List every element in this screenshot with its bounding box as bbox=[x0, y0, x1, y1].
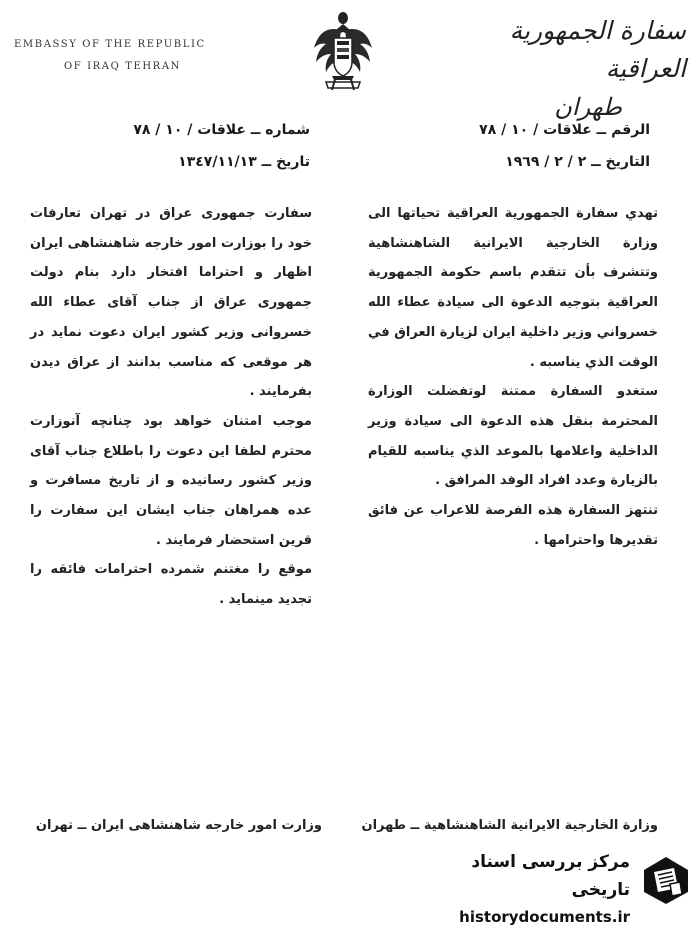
arabic-paragraph-1: تهدي سفارة الجمهورية العراقية تحياتها الى وزارة الخارجية الايرانية الشاهنشاهية وتتشرف بأن تتقدم باسم حكومة الجمهورية العراقية بتوجيه الدعوة الى سيادة عطاء الله خسرواني وزير داخلية ايران لزيارة العراق في الوقت الذي يناسبه . bbox=[368, 206, 658, 370]
watermark-title: مرکز بررسی اسناد تاریخی bbox=[471, 852, 630, 900]
arabic-letter-body bbox=[368, 199, 658, 555]
arabic-paragraph-2: ستغدو السفارة ممتنة لوتفضلت الوزارة المحترمة بنقل هذه الدعوة الى سيادة وزير الداخلية واعلامها بالموعد الذي يناسبه للقيام بالزيارة وعدد افراد الوفد المرافق . bbox=[368, 384, 658, 489]
arabic-reference-date: التاريخ ــ ٢ / ٢ / ١٩٦٩ bbox=[505, 154, 650, 170]
letterhead-english-line2: OF IRAQ TEHRAN bbox=[64, 61, 181, 72]
eagle-emblem-icon bbox=[312, 8, 374, 94]
persian-paragraph-2: موجب امتنان خواهد بود چنانچه آنوزارت محترم لطفا این دعوت را باطلاع جناب آقای وزیر کشور رسانیده و از تاریخ مسافرت و عده همراهان جناب ایشان این سفارت را قرین استحضار فرمایند . bbox=[30, 413, 312, 548]
persian-paragraph-3: موقع را مغتنم شمرده احترامات فائقه را تجدید مینماید . bbox=[30, 562, 312, 608]
persian-letter-body bbox=[30, 199, 312, 615]
archive-logo-icon bbox=[640, 854, 692, 906]
letterhead-english bbox=[14, 34, 254, 78]
persian-reference-number: شماره ــ علاقات / ١٠ / ٧٨ bbox=[133, 122, 310, 138]
letterhead-english-line1: EMBASSY OF THE REPUBLIC bbox=[14, 39, 206, 50]
archive-watermark bbox=[420, 848, 692, 926]
persian-paragraph-1: سفارت جمهوری عراق در تهران تعارفات خود را بوزارت امور خارجه شاهنشاهی ایران اظهار و احتراما افتخار دارد بنام دولت جمهوری عراق از جناب آقای عطاء الله خسروانی وزیر کشور ایران دعوت نماید در هر موقعی که مناسب بدانند از عراق دیدن بفرمایند . bbox=[30, 206, 312, 400]
arabic-paragraph-3: تنتهز السفارة هذه الفرصة للاعراب عن فائق تقديرها واحترامها . bbox=[368, 503, 658, 548]
persian-reference-date: تاريخ ــ ١٣٤٧/١١/١٣ bbox=[178, 154, 310, 170]
watermark-text bbox=[420, 848, 630, 930]
arabic-reference-block bbox=[390, 114, 650, 178]
watermark-url: historydocuments.ir bbox=[459, 908, 630, 926]
letterhead-arabic bbox=[486, 12, 686, 126]
letterhead-arabic-line2: طهران bbox=[554, 93, 622, 121]
arabic-reference-number: الرقم ــ علاقات / ١٠ / ٧٨ bbox=[479, 122, 650, 138]
persian-reference-block bbox=[60, 114, 310, 178]
persian-footer-addressee: وزارت امور خارجه شاهنشاهی ایران ــ تهران bbox=[35, 818, 322, 833]
letterhead-arabic-line1: سفارة الجمهورية العراقية bbox=[509, 16, 686, 83]
arabic-footer-addressee: وزارة الخارجية الايرانية الشاهنشاهية ــ طهران bbox=[361, 818, 658, 833]
